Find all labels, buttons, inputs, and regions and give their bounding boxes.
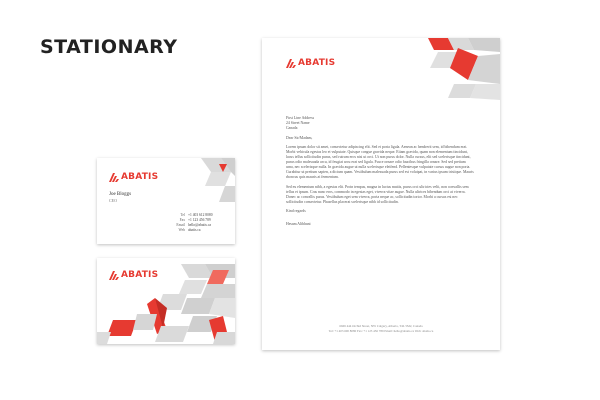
- recipient-address: [286, 116, 474, 131]
- letterhead-logo: [286, 58, 335, 68]
- brand-name: ABATIS: [121, 270, 159, 280]
- contact-label: Email: [176, 223, 185, 227]
- footer-address: 6669 444 Orchid Street, NW Calgary, Alberta, T4L 5M2, Canada: [339, 324, 423, 328]
- contact-row: [167, 228, 213, 233]
- brand-name: ABATIS: [298, 58, 336, 68]
- person-name: Joe Bloggs: [109, 192, 132, 197]
- letter-paragraph: Lorem ipsum dolor sit amet, consectetur adipiscing elit. Sed et porta ligula. Aenean ac hendrerit sem, id bibendum erat. Morbi vehicula egestas leo et vulputate. Quisque congue gravida neque. Etiam gravida, quam non elementum tincidunt, lacus tellus sollicitudin purus, sed rutrum eros nisi ut orci. Ut non purus dolor. Nulla cursus, elit sed scelerisque tincidunt, purus odio malesuada arcu, id feugiat arcu erat sed ligula. Fusce ornare odio faucibus fringilla ornare. Sed sed pretium urna, nec scelerisque nulla. In gravida augue ut nulla scelerisque eleifend. Pellentesque vulputate cursus augue non porta. Curabitur ut pretium sapien, a dictum quam. Vestibulum malesuada purus sed est volutpat, in varius ipsum tristique. Mauris rhoncus quis mauris at fermentum.: [286, 145, 474, 179]
- abatis-logo-icon: [286, 59, 296, 68]
- greeting: Dear Sir/Madam,: [286, 135, 313, 140]
- card-person: [109, 192, 131, 204]
- letterhead-page: [262, 38, 500, 350]
- card-contact-list: [167, 213, 213, 233]
- address-line: Canada: [286, 126, 298, 130]
- contact-label: Tel: [180, 213, 185, 217]
- address-line: 24 Street Name: [286, 121, 310, 125]
- address-line: First Line Address: [286, 116, 315, 120]
- person-role: CEO: [109, 198, 117, 203]
- letter-body: [286, 116, 474, 232]
- business-card-front: [97, 158, 235, 244]
- page-title: STATIONARY: [40, 36, 178, 58]
- contact-value: +1 403 612 8080: [188, 213, 213, 217]
- contact-value: hello@abatis.ca: [188, 223, 211, 227]
- abatis-logo-icon: [109, 173, 119, 182]
- contact-value: abatis.ca: [188, 228, 201, 232]
- card-back-logo: [109, 270, 158, 280]
- abatis-logo-icon: [109, 271, 119, 280]
- contact-label: Web: [178, 228, 185, 232]
- brand-name: ABATIS: [121, 172, 159, 182]
- footer-contact: Tel: +1 403 600 8080 Fax: +1 123 456 789 Email: hello@abatis.ca Web: abatis.ca: [328, 328, 434, 333]
- letter-paragraph: Sed eu elementum nibh, a egestas elit. Proin tempus, magna in luctus mattis, purus orci ultricies velit, non convallis sem tellus et ipsum. Cras nunc eros, commodo in egestas eget, viverra vitae augue. Nulla ultrices bibendum orci at viverra. Donec ac convallis purus. Vestibulum eget sem viverra, porta neque ac, sollicitudin tortor. Morbi a cursus est nec sollicitudin consectetur. Phasellus placerat scelerisque nibh id sollicitudin.: [286, 184, 469, 204]
- letterhead-footer: [262, 324, 500, 333]
- closing: Kind regards: [286, 209, 306, 213]
- signature: Hesam Alibhani: [286, 222, 311, 226]
- card-front-logo: [109, 172, 158, 182]
- contact-value: +1 123 456 789: [188, 218, 211, 222]
- contact-label: Fax: [179, 218, 185, 222]
- business-card-back: [97, 258, 235, 344]
